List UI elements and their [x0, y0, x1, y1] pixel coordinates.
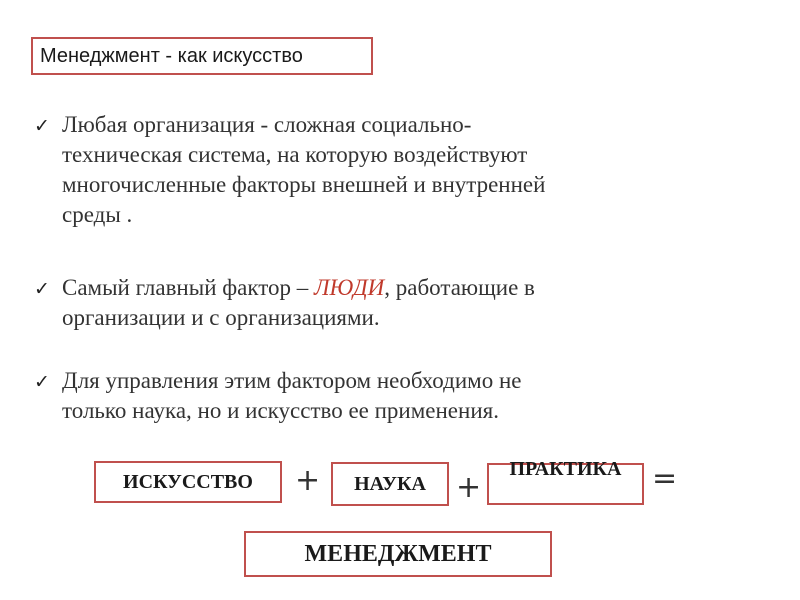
plus-sign-2: + — [456, 470, 482, 505]
bullet-1-line-4: среды . — [62, 202, 133, 227]
slide-title: Менеджмент - как искусство — [40, 45, 303, 67]
bullet-2-text-before: Самый главный фактор – — [62, 275, 314, 300]
formula-box-practice — [487, 458, 644, 505]
bullet-1-line-3: многочисленные факторы внешней и внутренней — [62, 172, 546, 197]
bullet-1-line-2: техническая система, на которую воздействуют — [62, 142, 528, 167]
slide-title-box — [31, 37, 373, 75]
formula-box-science: НАУКА — [331, 462, 449, 506]
bullet-text-1 — [62, 110, 545, 230]
checkmark-icon: ✓ — [34, 115, 50, 137]
checkmark-icon: ✓ — [34, 371, 50, 393]
bullet-text-2 — [62, 273, 535, 333]
plus-sign-1: + — [295, 463, 321, 498]
bullet-3-line-1: Для управления этим фактором необходимо не — [62, 368, 522, 393]
highlight-people: ЛЮДИ — [313, 275, 385, 300]
checkmark-icon: ✓ — [34, 278, 50, 300]
bullet-2-line-1 — [62, 273, 535, 303]
bullet-3-line-2: только наука, но и искусство ее применения. — [62, 398, 499, 423]
bullet-2-text-after: , работающие в — [384, 275, 535, 300]
bullet-1-line-1: Любая организация - сложная социально- — [62, 112, 472, 137]
bullet-text-3 — [62, 366, 521, 426]
equals-sign: = — [652, 461, 678, 496]
bullet-2-line-2: организации и с организациями. — [62, 305, 380, 330]
formula-box-result: МЕНЕДЖМЕНТ — [244, 531, 552, 577]
formula-box-practice-label: ПРАКТИКА — [509, 458, 622, 480]
formula-box-art: ИСКУССТВО — [94, 461, 282, 503]
